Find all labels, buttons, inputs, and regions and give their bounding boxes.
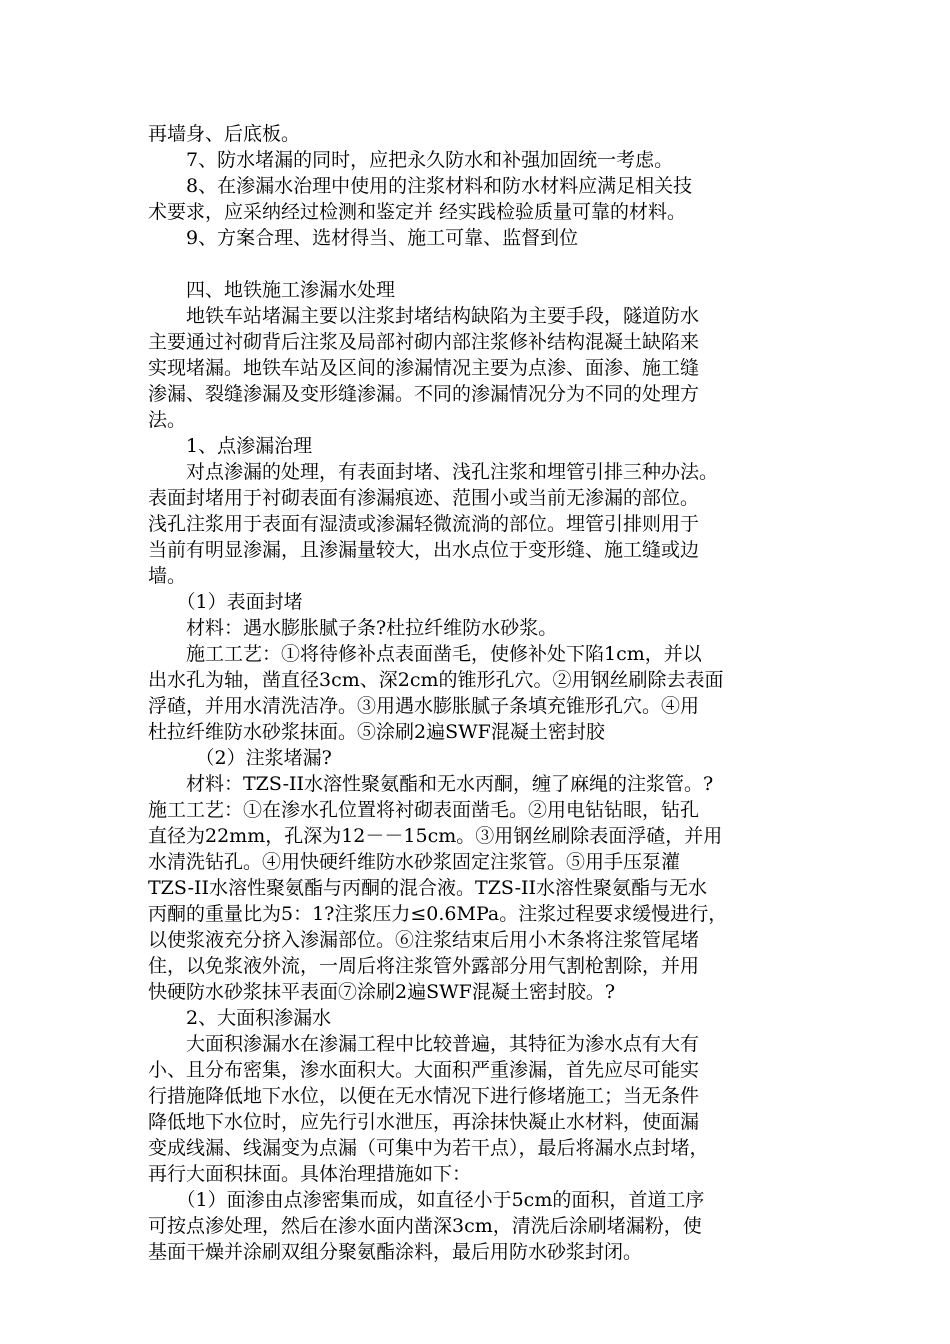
text-line: 浮碴，并用水清洗洁净。③用遇水膨胀腻子条填充锥形孔穴。④用: [148, 695, 700, 717]
subsection-heading: （2）注浆堵漏?: [148, 747, 332, 769]
text-line: 材料：遇水膨胀腻子条?杜拉纤维防水砂浆。: [148, 617, 558, 639]
text-line: 渗漏、裂缝渗漏及变形缝渗漏。不同的渗漏情况分为不同的处理方: [148, 383, 700, 405]
text-line: 实现堵漏。地铁车站及区间的渗漏情况主要为点渗、面渗、施工缝: [148, 357, 700, 379]
text-line: 住，以免浆液外流，一周后将注浆管外露部分用气割枪割除，并用: [148, 955, 700, 977]
text-line: 大面积渗漏水在渗漏工程中比较普遍，其特征为渗水点有大有: [148, 1033, 700, 1055]
text-line: 水清洗钻孔。④用快硬纤维防水砂浆固定注浆管。⑤用手压泵灌: [148, 851, 681, 873]
text-line: 法。: [148, 409, 187, 431]
section-heading: 四、地铁施工渗漏水处理: [148, 279, 396, 301]
text-line: 可按点渗处理，然后在渗水面内凿深3cm，清洗后涂刷堵漏粉，使: [148, 1215, 702, 1237]
text-line: TZS-II水溶性聚氨酯与丙酮的混合液。TZS-II水溶性聚氨酯与无水: [148, 877, 708, 899]
text-line: 行措施降低地下水位，以便在无水情况下进行修堵施工；当无条件: [148, 1085, 700, 1107]
text-line: 浅孔注浆用于表面有湿渍或渗漏轻微流淌的部位。埋管引排则用于: [148, 513, 700, 535]
text-line: 施工工艺：①将待修补点表面凿毛，使修补处下陷1cm，并以: [148, 643, 702, 665]
text-line: 小、且分布密集，渗水面积大。大面积严重渗漏，首先应尽可能实: [148, 1059, 700, 1081]
text-line: 7、防水堵漏的同时，应把永久防水和补强加固统一考虑。: [148, 149, 674, 171]
text-line: 8、在渗漏水治理中使用的注浆材料和防水材料应满足相关技: [148, 175, 693, 197]
text-line: 丙酮的重量比为5：1?注浆压力≤0.6MPa。注浆过程要求缓慢进行，: [148, 903, 728, 925]
text-line: 出水孔为轴，凿直径3cm、深2cm的锥形孔穴。②用钢丝刷除去表面: [148, 669, 724, 691]
text-line: 当前有明显渗漏，且渗漏量较大，出水点位于变形缝、施工缝或边: [148, 539, 700, 561]
subsection-heading: 1、点渗漏治理: [148, 435, 313, 457]
text-line: 术要求，应采纳经过检测和鉴定并 经实践检验质量可靠的材料。: [148, 201, 687, 223]
text-line: 降低地下水位时，应先行引水泄压，再涂抹快凝止水材料，使面漏: [148, 1111, 700, 1133]
text-line: 地铁车站堵漏主要以注浆封堵结构缺陷为主要手段，隧道防水: [148, 305, 700, 327]
text-line: 快硬防水砂浆抹平表面⑦涂刷2遍SWF混凝土密封胶。?: [148, 981, 616, 1003]
subsection-heading: （1）表面封堵: [148, 591, 303, 613]
text-line: 杜拉纤维防水砂浆抹面。⑤涂刷2遍SWF混凝土密封胶: [148, 721, 605, 743]
text-line: 对点渗漏的处理，有表面封堵、浅孔注浆和埋管引排三种办法。: [148, 461, 719, 483]
text-line: 再墙身、后底板。: [148, 123, 301, 145]
text-line: 9、方案合理、选材得当、施工可靠、监督到位: [148, 227, 579, 249]
text-line: 以使浆液充分挤入渗漏部位。⑥注浆结束后用小木条将注浆管尾堵: [148, 929, 700, 951]
text-line: 施工工艺：①在渗水孔位置将衬砌表面凿毛。②用电钻钻眼，钻孔: [148, 799, 700, 821]
text-line: （1）面渗由点渗密集而成，如直径小于5cm的面积，首道工序: [148, 1189, 705, 1211]
text-line: 主要通过衬砌背后注浆及局部衬砌内部注浆修补结构混凝土缺陷来: [148, 331, 700, 353]
text-line: 变成线漏、线漏变为点漏（可集中为若干点），最后将漏水点封堵，: [148, 1137, 709, 1159]
text-line: 材料：TZS-II水溶性聚氨酯和无水丙酮，缠了麻绳的注浆管。?: [148, 773, 714, 795]
text-line: 墙。: [148, 565, 187, 587]
text-line: 直径为22mm，孔深为12－－15cm。③用钢丝刷除表面浮碴，并用: [148, 825, 723, 847]
text-line: 表面封堵用于衬砌表面有渗漏痕迹、范围小或当前无渗漏的部位。: [148, 487, 700, 509]
text-line: 基面干燥并涂刷双组分聚氨酯涂料，最后用防水砂浆封闭。: [148, 1241, 643, 1263]
subsection-heading: 2、大面积渗漏水: [148, 1007, 332, 1029]
text-line: 再行大面积抹面。具体治理措施如下：: [148, 1163, 472, 1185]
